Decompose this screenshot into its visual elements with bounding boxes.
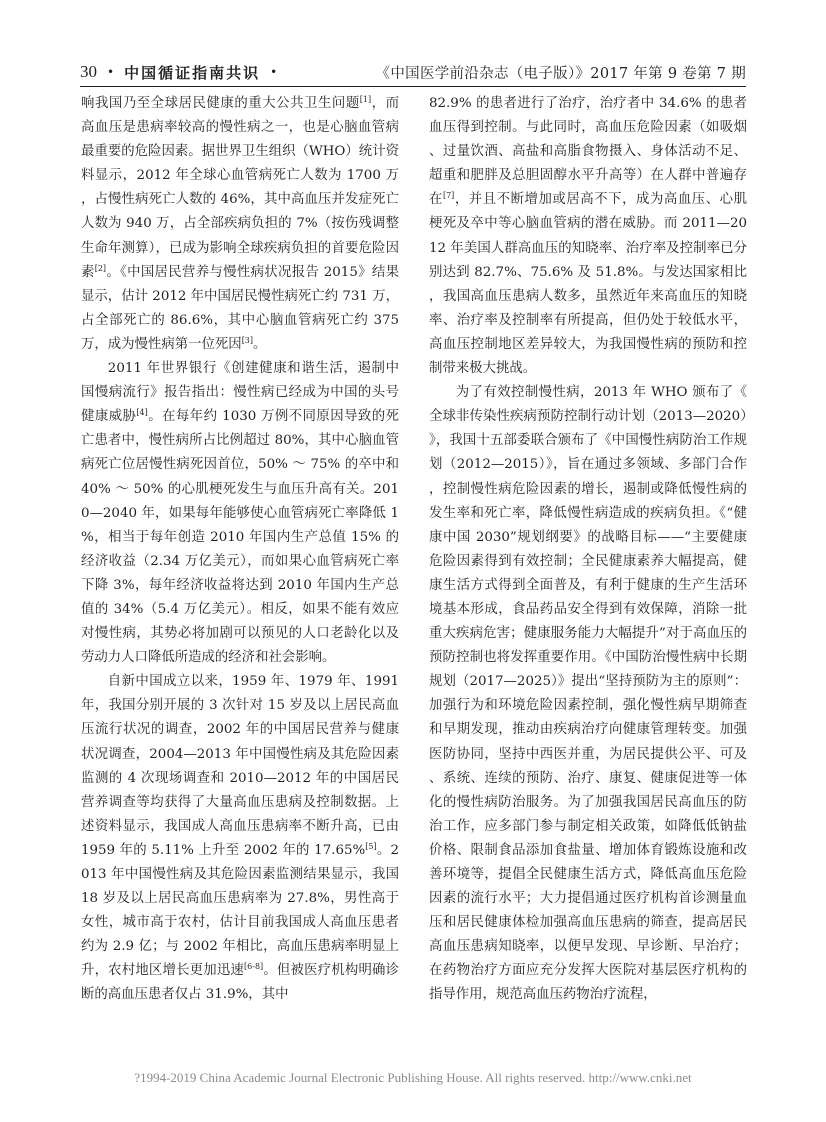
citation-ref[interactable]: [7] xyxy=(442,191,455,201)
bullet-separator: • xyxy=(107,65,115,79)
text-run: 。 xyxy=(253,336,267,352)
citation-ref[interactable]: [3] xyxy=(241,335,254,345)
citation-ref[interactable]: [6-8] xyxy=(244,962,264,972)
text-run: 。2013 年中国慢性病及其危险因素监测结果显示，我国 18 岁及以上居民高血压患病率为 27.8%，男性高于女性，城市高于农村，估计目前我国成人高血压患者约为 2.9 亿；与 2002 年相比，高血压患病率明显上升，农村地区增长更加迅速 xyxy=(81,842,399,979)
copyright-footer: ?1994-2019 China Academic Journal Electronic Publishing House. All rights reserved. http://www.cnki.net xyxy=(134,1070,692,1085)
citation-ref[interactable]: [5] xyxy=(365,841,377,851)
text-run: 。但被医疗机构明确诊断的高血压患者仅占 31.9%，其中 xyxy=(81,963,400,1003)
running-header xyxy=(80,60,746,84)
paragraph xyxy=(429,381,747,1007)
citation-ref[interactable]: [2] xyxy=(94,263,107,273)
text-run: 自新中国成立以来，1959 年、1979 年、1991 年，我国分别开展的 3 次针对 15 岁及以上居民高血压流行状况的调查，2002 年的中国居民营养与健康状况调查，2004—2013 年中国慢性病及其危险因素监测的 4 次现场调查和 2010—2012 年的中国居民营养调查等均获得了大量高血压患病及控制数据。上述资料显示，我国成人高血压患病率不断升高，已由 1959 年的 5.11% 上升至 2002 年的 17.65% xyxy=(81,674,399,858)
text-run: 响我国乃至全球居民健康的重大公共卫生问题 xyxy=(81,96,360,111)
paragraph xyxy=(81,357,399,670)
text-run: ，并且不断增加或居高不下，成为高血压、心肌梗死及卒中等心脑血管病的潜在威胁。而 2011—2012 年美国人群高血压的知晓率、治疗率及控制率已分别达到 82.7%、75.6% 及 51.8%。与发达国家相比，我国高血压患病人数多，虽然近年来高血压的知晓率、治疗率及控制率有所提高，但仍处于较低水平，高血压控制地区差异较大，为我国慢性病的预防和控制带来极大挑战。 xyxy=(429,192,748,377)
paragraph xyxy=(81,92,399,357)
bullet-separator: • xyxy=(270,65,278,79)
paragraph xyxy=(429,92,747,381)
text-run: ，而高血压是患病率较高的慢性病之一，也是心脑血管病最重要的危险因素。据世界卫生组织（WHO）统计资料显示，2012 年全球心血管病死亡人数为 1700 万，占慢性病死亡人数的 46%，其中高血压并发症死亡人数为 940 万，占全部疾病负担的 7%（按伤残调整生命年测算），已成为影响全球疾病负担的首要危险因素 xyxy=(81,96,400,280)
text-run: 。《中国居民营养与慢性病状况报告 2015》结果显示，估计 2012 年中国居民慢性病死亡约 731 万，占全部死亡的 86.6%，其中心脑血管病死亡约 375 万，成为慢性病第一位死因 xyxy=(81,264,399,352)
left-column xyxy=(81,92,399,1008)
citation-ref[interactable]: [1] xyxy=(359,95,372,104)
text-run: 2011 年世界银行《创建健康和谐生活，遏制中国慢病流行》报告指出：慢性病已经成为中国的头号健康威胁 xyxy=(81,361,399,425)
section-name: 中国循证指南共识 xyxy=(124,63,261,82)
journal-citation: 《中国医学前沿杂志（电子版）》2017 年第 9 卷第 7 期 xyxy=(375,65,746,82)
header-rule xyxy=(80,86,746,87)
citation-ref[interactable]: [4] xyxy=(136,408,148,418)
text-run: 82.9% 的患者进行了治疗，治疗者中 34.6% 的患者血压得到控制。与此同时，高血压危险因素（如吸烟、过量饮酒、高盐和高脂食物摄入、身体活动不足、超重和肥胖及总胆固醇水平升高等）在人群中普遍存在 xyxy=(429,96,747,208)
paragraph xyxy=(81,670,399,1007)
text-run: 为了有效控制慢性病，2013 年 WHO 颁布了《全球非传染性疾病预防控制行动计划（2013—2020）》，我国十五部委联合颁布了《中国慢性病防治工作规划（2012—2015）》，旨在通过多领域、多部门合作，控制慢性病危险因素的增长，遏制或降低慢性病的发生率和死亡率，降低慢性病造成的疾病负担。《“健康中国 2030”规划纲要》的战略目标——“主要健康危险因素得到有效控制；全民健康素养大幅提高，健康生活方式得到全面普及，有利于健康的生产生活环境基本形成，食品药品安全得到有效保障，消除一批重大疾病危害；健康服务能力大幅提升”对于高血压的预防控制也将发挥重要作用。《中国防治慢性病中长期规划（2017—2025）》提出“坚持预防为主的原则”：加强行为和环境危险因素控制，强化慢性病早期筛查和早期发现，推动由疾病治疗向健康管理转变。加强医防协同，坚持中西医并重，为居民提供公平、可及、系统、连续的预防、治疗、康复、健康促进等一体化的慢性病防治服务。为了加强我国居民高血压的防治工作，应多部门参与制定相关政策，如降低低钠盐价格、限制食品添加食盐量、增加体育锻炼设施和改善环境等，提倡全民健康生活方式，降低高血压危险因素的流行水平；大力提倡通过医疗机构首诊测量血压和居民健康体检加强高血压患病的筛查，提高居民高血压患病知晓率，以便早发现、早诊断、早治疗；在药物治疗方面应充分发挥大医院对基层医疗机构的指导作用，规范高血压药物治疗流程， xyxy=(429,385,747,1003)
right-column xyxy=(429,92,747,1008)
page-number: 30 xyxy=(80,62,97,81)
text-run: 。在每年约 1030 万例不同原因导致的死亡患者中，慢性病所占比例超过 80%，其中心脑血管病死亡位居慢性病死因首位，50% ～ 75% 的卒中和 40% ～ 50% 的心肌梗死发生与血压升高有关。2010—2040 年，如果每年能够使心血管病死亡率降低 1%，相当于每年创造 2010 年国内生产总值 15% 的经济收益（2.34 万亿美元），而如果心血管病死亡率下降 3%，每年经济收益将达到 2010 年国内生产总值的 34%（5.4 万亿美元）。相反，如果不能有效应对慢性病，其势必将加剧可以预见的人口老龄化以及劳动力人口降低所造成的经济和社会影响。 xyxy=(81,409,400,666)
header-left xyxy=(80,62,277,83)
